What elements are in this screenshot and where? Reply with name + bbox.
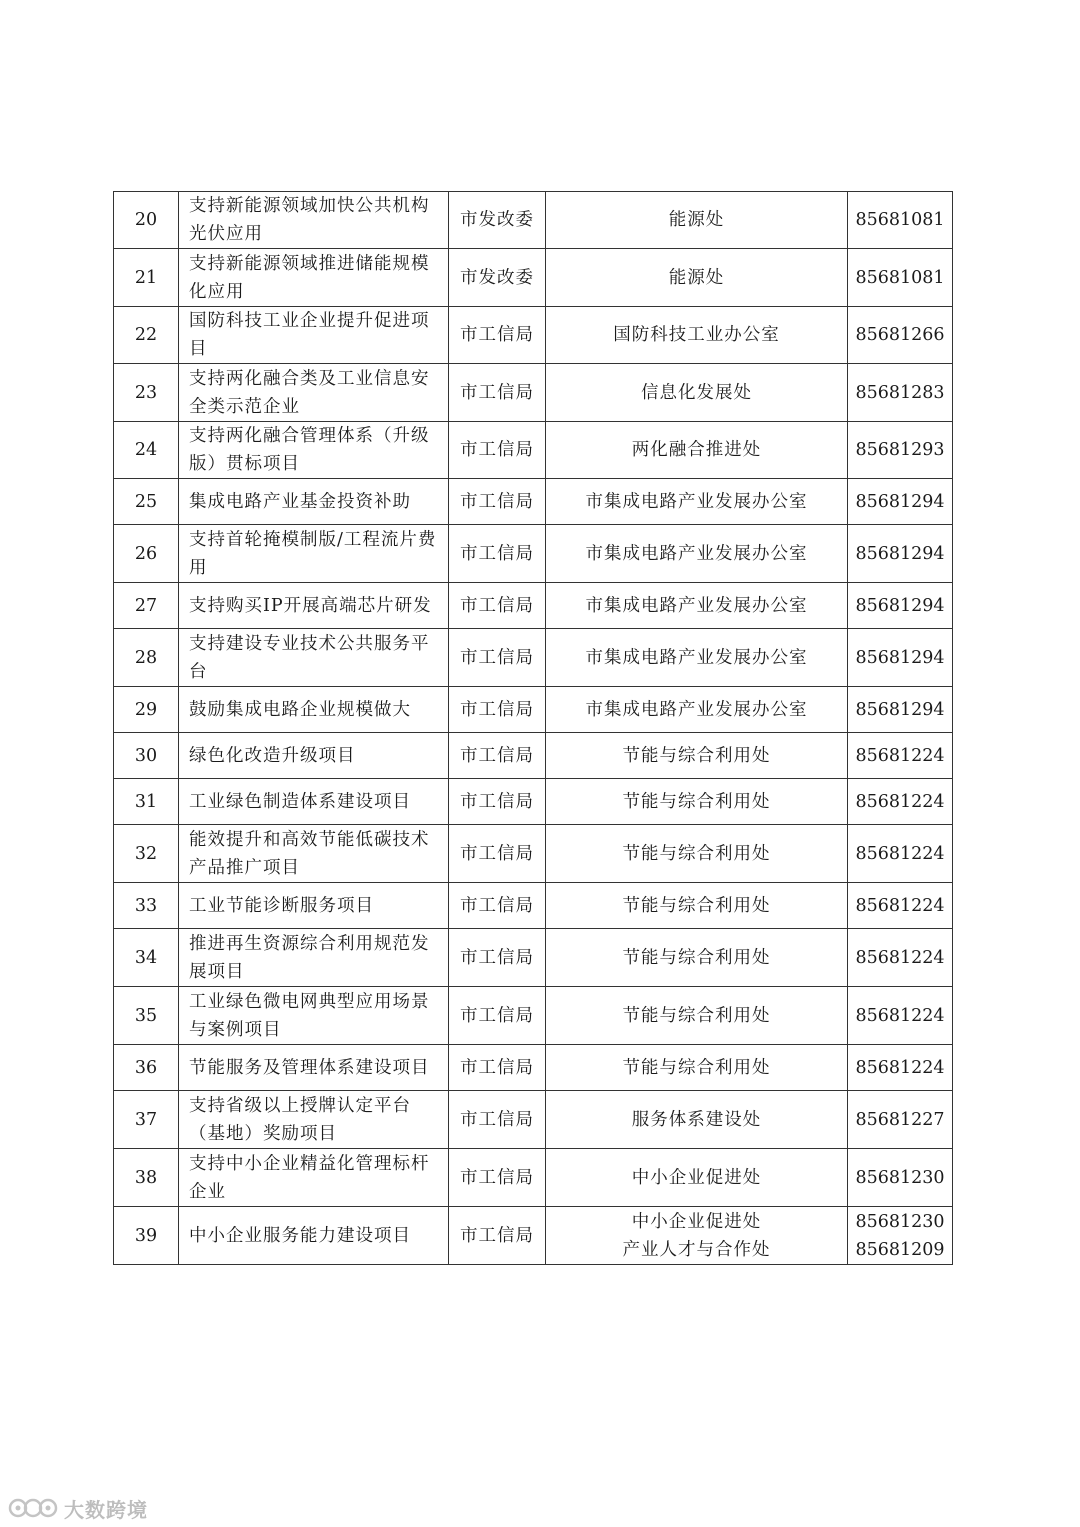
department: 市发改委 xyxy=(449,192,546,249)
project-name: 支持购买IP开展高端芯片研发 xyxy=(179,583,449,629)
office xyxy=(546,583,848,629)
phone-line: 85681224 xyxy=(855,745,945,766)
office xyxy=(546,629,848,687)
table-row xyxy=(114,307,953,364)
row-number: 29 xyxy=(114,687,179,733)
office-line: 两化融合推进处 xyxy=(631,440,762,460)
phone-line: 85681294 xyxy=(855,595,945,616)
table-row xyxy=(114,825,953,883)
watermark-logo-icon xyxy=(8,1495,60,1521)
phone xyxy=(848,364,953,422)
project-name: 支持两化融合类及工业信息安全类示范企业 xyxy=(179,364,449,422)
phone-line: 85681224 xyxy=(855,895,945,916)
row-number: 22 xyxy=(114,307,179,364)
office xyxy=(546,1207,848,1265)
table-row xyxy=(114,364,953,422)
table-row xyxy=(114,1149,953,1207)
department: 市工信局 xyxy=(449,479,546,525)
row-number: 20 xyxy=(114,192,179,249)
phone-line: 85681293 xyxy=(855,440,945,460)
table-row xyxy=(114,687,953,733)
office-line: 节能与综合利用处 xyxy=(622,745,771,766)
table-row xyxy=(114,929,953,987)
row-number: 28 xyxy=(114,629,179,687)
office-line: 服务体系建设处 xyxy=(631,1109,762,1130)
table-row xyxy=(114,479,953,525)
table-row xyxy=(114,525,953,583)
row-number: 37 xyxy=(114,1091,179,1149)
table-row xyxy=(114,883,953,929)
office xyxy=(546,249,848,307)
phone xyxy=(848,307,953,364)
department: 市工信局 xyxy=(449,733,546,779)
project-name: 支持两化融合管理体系（升级版）贯标项目 xyxy=(179,422,449,479)
row-number: 26 xyxy=(114,525,179,583)
office-line: 产业人才与合作处 xyxy=(622,1239,771,1260)
table-row xyxy=(114,192,953,249)
phone-line: 85681081 xyxy=(855,210,945,230)
office xyxy=(546,1045,848,1091)
department: 市工信局 xyxy=(449,1149,546,1207)
department: 市工信局 xyxy=(449,1091,546,1149)
office xyxy=(546,883,848,929)
project-name: 支持省级以上授牌认定平台（基地）奖励项目 xyxy=(179,1091,449,1149)
phone xyxy=(848,825,953,883)
row-number: 36 xyxy=(114,1045,179,1091)
department: 市工信局 xyxy=(449,687,546,733)
office-line: 节能与综合利用处 xyxy=(622,895,771,916)
phone-line: 85681224 xyxy=(855,791,945,812)
phone-line: 85681224 xyxy=(855,1057,945,1078)
office xyxy=(546,307,848,364)
phone xyxy=(848,733,953,779)
watermark xyxy=(8,1493,148,1523)
phone-line: 85681266 xyxy=(855,325,945,345)
phone xyxy=(848,192,953,249)
project-name: 中小企业服务能力建设项目 xyxy=(179,1207,449,1265)
office xyxy=(546,192,848,249)
office-line: 市集成电路产业发展办公室 xyxy=(585,647,808,668)
phone-line: 85681230 xyxy=(855,1167,945,1188)
department: 市工信局 xyxy=(449,883,546,929)
project-name: 能效提升和高效节能低碳技术产品推广项目 xyxy=(179,825,449,883)
office-line: 能源处 xyxy=(668,210,725,230)
project-name: 鼓励集成电路企业规模做大 xyxy=(179,687,449,733)
office-line: 市集成电路产业发展办公室 xyxy=(585,491,808,512)
office xyxy=(546,733,848,779)
row-number: 31 xyxy=(114,779,179,825)
phone-line: 85681224 xyxy=(855,1005,945,1026)
phone-line: 85681294 xyxy=(855,543,945,564)
office xyxy=(546,779,848,825)
project-name: 支持新能源领域推进储能规模化应用 xyxy=(179,249,449,307)
phone xyxy=(848,525,953,583)
office xyxy=(546,479,848,525)
project-contact-table xyxy=(113,191,953,1265)
phone-line: 85681294 xyxy=(855,491,945,512)
department: 市工信局 xyxy=(449,1207,546,1265)
phone xyxy=(848,883,953,929)
phone-line: 85681294 xyxy=(855,647,945,668)
department: 市工信局 xyxy=(449,825,546,883)
phone xyxy=(848,1149,953,1207)
row-number: 21 xyxy=(114,249,179,307)
table-row xyxy=(114,1045,953,1091)
table-row xyxy=(114,733,953,779)
project-name: 集成电路产业基金投资补助 xyxy=(179,479,449,525)
phone xyxy=(848,929,953,987)
phone-line: 85681294 xyxy=(855,699,945,720)
office xyxy=(546,422,848,479)
watermark-text: 大数跨境 xyxy=(64,1497,148,1522)
project-name: 节能服务及管理体系建设项目 xyxy=(179,1045,449,1091)
department: 市工信局 xyxy=(449,929,546,987)
table-row xyxy=(114,629,953,687)
phone xyxy=(848,1207,953,1265)
phone xyxy=(848,629,953,687)
department: 市工信局 xyxy=(449,629,546,687)
phone xyxy=(848,583,953,629)
phone xyxy=(848,1091,953,1149)
table-row xyxy=(114,249,953,307)
phone-line: 85681081 xyxy=(855,267,945,288)
table-row xyxy=(114,422,953,479)
department: 市工信局 xyxy=(449,1045,546,1091)
department: 市工信局 xyxy=(449,307,546,364)
department: 市工信局 xyxy=(449,364,546,422)
phone-line: 85681224 xyxy=(855,947,945,968)
office-line: 中小企业促进处 xyxy=(631,1211,762,1232)
office xyxy=(546,1091,848,1149)
project-name: 支持新能源领域加快公共机构光伏应用 xyxy=(179,192,449,249)
project-name: 国防科技工业企业提升促进项目 xyxy=(179,307,449,364)
project-name: 支持建设专业技术公共服务平台 xyxy=(179,629,449,687)
office-line: 节能与综合利用处 xyxy=(622,843,771,864)
office-line: 节能与综合利用处 xyxy=(622,791,771,812)
project-name: 推进再生资源综合利用规范发展项目 xyxy=(179,929,449,987)
table-row xyxy=(114,1091,953,1149)
table-row xyxy=(114,987,953,1045)
phone xyxy=(848,422,953,479)
office-line: 市集成电路产业发展办公室 xyxy=(585,699,808,720)
phone xyxy=(848,987,953,1045)
table-row xyxy=(114,779,953,825)
office-line: 信息化发展处 xyxy=(641,382,752,403)
department: 市工信局 xyxy=(449,583,546,629)
row-number: 34 xyxy=(114,929,179,987)
row-number: 25 xyxy=(114,479,179,525)
row-number: 27 xyxy=(114,583,179,629)
office-line: 能源处 xyxy=(668,267,725,288)
project-name: 支持首轮掩模制版/工程流片费用 xyxy=(179,525,449,583)
department: 市工信局 xyxy=(449,779,546,825)
department: 市工信局 xyxy=(449,987,546,1045)
office xyxy=(546,825,848,883)
office xyxy=(546,987,848,1045)
phone-line: 85681227 xyxy=(855,1109,945,1130)
office xyxy=(546,1149,848,1207)
office-line: 中小企业促进处 xyxy=(631,1167,762,1188)
office-line: 节能与综合利用处 xyxy=(622,947,771,968)
office-line: 市集成电路产业发展办公室 xyxy=(585,543,808,564)
row-number: 32 xyxy=(114,825,179,883)
phone-line: 85681209 xyxy=(855,1239,945,1260)
project-name: 工业绿色微电网典型应用场景与案例项目 xyxy=(179,987,449,1045)
row-number: 23 xyxy=(114,364,179,422)
phone xyxy=(848,779,953,825)
office xyxy=(546,929,848,987)
row-number: 39 xyxy=(114,1207,179,1265)
table-row xyxy=(114,1207,953,1265)
row-number: 35 xyxy=(114,987,179,1045)
office-line: 国防科技工业办公室 xyxy=(613,325,780,345)
project-name: 工业节能诊断服务项目 xyxy=(179,883,449,929)
table-body xyxy=(114,192,953,1265)
row-number: 38 xyxy=(114,1149,179,1207)
office-line: 市集成电路产业发展办公室 xyxy=(585,595,808,616)
row-number: 33 xyxy=(114,883,179,929)
row-number: 30 xyxy=(114,733,179,779)
phone xyxy=(848,1045,953,1091)
office-line: 节能与综合利用处 xyxy=(622,1057,771,1078)
phone xyxy=(848,687,953,733)
project-name: 支持中小企业精益化管理标杆企业 xyxy=(179,1149,449,1207)
row-number: 24 xyxy=(114,422,179,479)
phone-line: 85681224 xyxy=(855,843,945,864)
office-line: 节能与综合利用处 xyxy=(622,1005,771,1026)
phone-line: 85681283 xyxy=(855,382,945,403)
office xyxy=(546,525,848,583)
department: 市工信局 xyxy=(449,422,546,479)
project-name: 工业绿色制造体系建设项目 xyxy=(179,779,449,825)
office xyxy=(546,687,848,733)
phone-line: 85681230 xyxy=(855,1211,945,1232)
phone xyxy=(848,249,953,307)
project-name: 绿色化改造升级项目 xyxy=(179,733,449,779)
phone xyxy=(848,479,953,525)
office xyxy=(546,364,848,422)
department: 市工信局 xyxy=(449,525,546,583)
table-row xyxy=(114,583,953,629)
department: 市发改委 xyxy=(449,249,546,307)
